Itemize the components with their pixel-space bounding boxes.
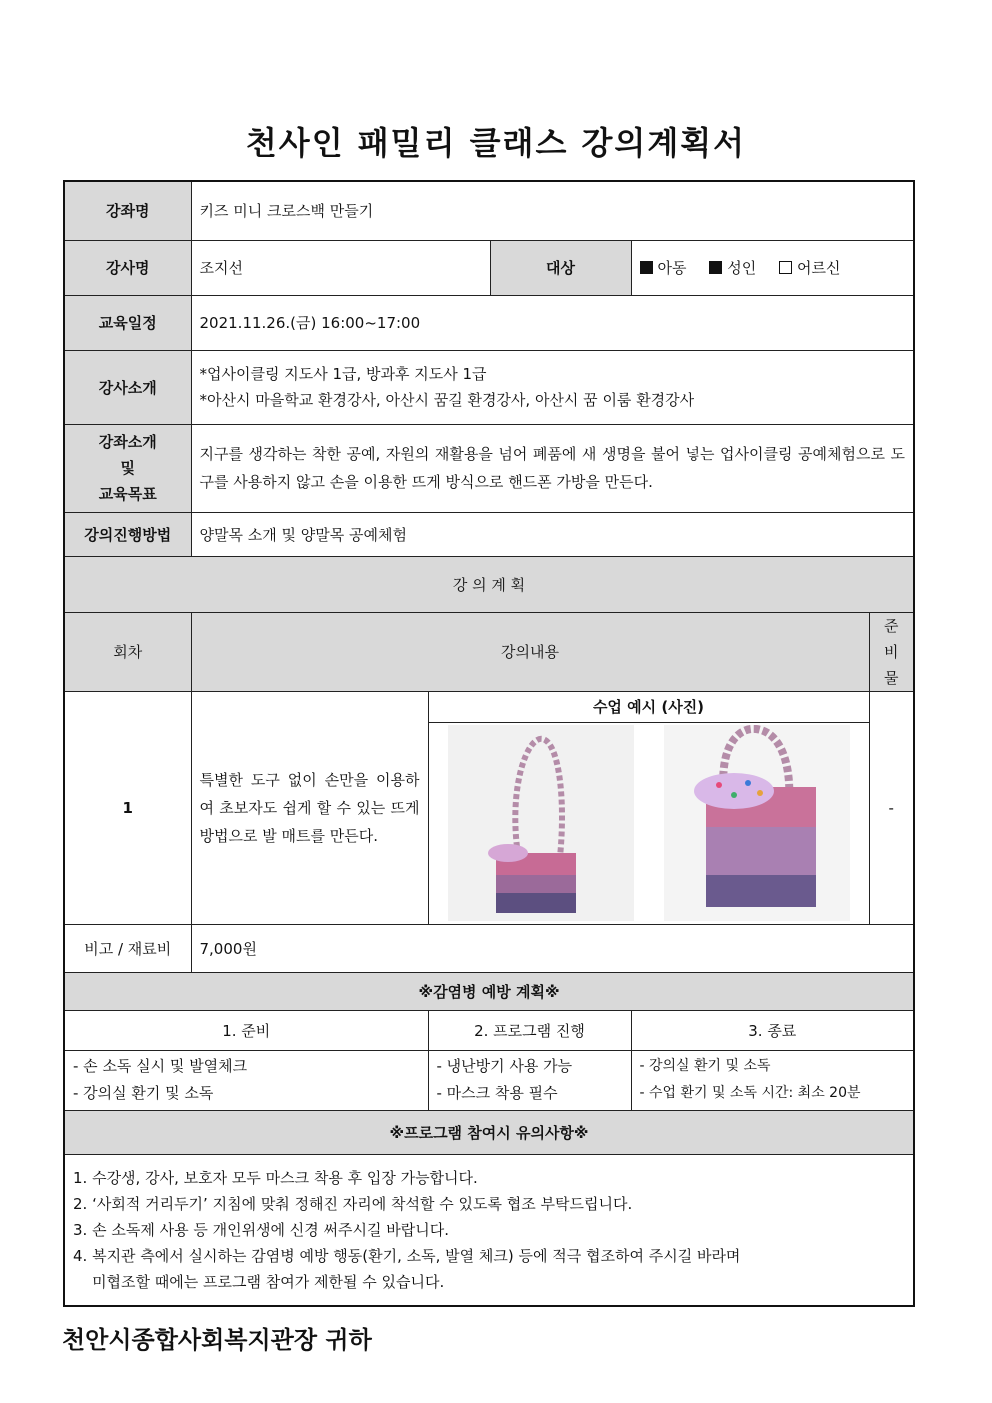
note-item: 4. 복지관 측에서 실시하는 감염병 예방 행동(환기, 소독, 발열 체크) 등에 적극 협조하여 주시길 바라며 (73, 1246, 741, 1265)
prevention-items-row (64, 1050, 914, 1110)
note-item: 1. 수강생, 강사, 보호자 모두 마스크 착용 후 입장 가능합니다. (73, 1168, 478, 1187)
goal-label: 강좌소개 및 교육목표 (64, 424, 191, 512)
target-label: 대상 (490, 240, 631, 295)
course-name-label: 강좌명 (64, 181, 191, 240)
prevention-title-end: 3. 종료 (631, 1010, 914, 1050)
goal-value: 지구를 생각하는 착한 공예, 자원의 재활용을 넘어 폐품에 새 생명을 불어 넣는 업사이클링 공예체험으로 도구를 사용하지 않고 손을 이용한 뜨게 방식으로 핸드폰 가방을 만든다. (191, 424, 914, 512)
checkbox-icon (709, 261, 722, 274)
content-label: 강의내용 (191, 612, 869, 691)
session-row (64, 691, 914, 924)
notes-header-row (64, 1110, 914, 1154)
session-materials: - (869, 691, 914, 924)
prevention-header-row (64, 972, 914, 1010)
session-label: 회차 (64, 612, 191, 691)
target-option-adult: 성인 (709, 259, 756, 277)
intro-label: 강사소개 (64, 350, 191, 424)
instructor-value: 조지선 (191, 240, 490, 295)
document-title: 천사인 패밀리 클래스 강의계획서 (245, 124, 747, 162)
note-item: 2. ‘사회적 거리두기’ 지침에 맞춰 정해진 자리에 착석할 수 있도록 협조 부탁드립니다. (73, 1194, 633, 1213)
prevention-title-prepare: 1. 준비 (64, 1010, 428, 1050)
method-value: 양말목 소개 및 양말목 공예체험 (191, 512, 914, 556)
method-label: 강의진행방법 (64, 512, 191, 556)
lecture-plan-table (63, 180, 915, 1307)
plan-columns-row (64, 612, 914, 691)
crossbag-photo-2 (664, 725, 850, 921)
fee-row (64, 924, 914, 972)
fee-value: 7,000원 (191, 924, 914, 972)
note-item: 미협조할 때에는 프로그램 참여가 제한될 수 있습니다. (73, 1272, 445, 1291)
intro-row (64, 350, 914, 424)
instructor-row (64, 240, 914, 295)
prevention-items-prepare: - 손 소독 실시 및 발열체크 - 강의실 환기 및 소독 (64, 1050, 428, 1110)
notes-list (64, 1154, 914, 1306)
prevention-title-progress: 2. 프로그램 진행 (428, 1010, 631, 1050)
target-option-senior: 어르신 (779, 259, 840, 277)
target-option-child: 아동 (640, 259, 687, 277)
schedule-row (64, 295, 914, 350)
session-description: 특별한 도구 없이 손만을 이용하여 초보자도 쉽게 할 수 있는 뜨게 방법으로 발 매트를 만든다. (191, 691, 428, 924)
checkbox-icon (779, 261, 792, 274)
course-name-row (64, 181, 914, 240)
session-number: 1 (64, 691, 191, 924)
crossbag-photo-1 (448, 725, 634, 921)
plan-header-row (64, 556, 914, 612)
photo-gallery (429, 723, 869, 923)
checkbox-icon (640, 261, 653, 274)
plan-header: 강 의 계 획 (64, 556, 914, 612)
notes-header: ※프로그램 참여시 유의사항※ (64, 1110, 914, 1154)
goal-row (64, 424, 914, 512)
photo-header: 수업 예시 (사진) (429, 692, 869, 723)
materials-label: 준 비 물 (869, 612, 914, 691)
fee-label: 비고 / 재료비 (64, 924, 191, 972)
prevention-items-end: - 강의실 환기 및 소독 - 수업 환기 및 소독 시간: 최소 20분 (631, 1050, 914, 1110)
note-item: 3. 손 소독제 사용 등 개인위생에 신경 써주시길 바랍니다. (73, 1220, 450, 1239)
course-name-value: 키즈 미니 크로스백 만들기 (191, 181, 914, 240)
schedule-label: 교육일정 (64, 295, 191, 350)
instructor-label: 강사명 (64, 240, 191, 295)
prevention-header: ※감염병 예방 계획※ (64, 972, 914, 1010)
target-options (631, 240, 914, 295)
method-row (64, 512, 914, 556)
prevention-titles-row (64, 1010, 914, 1050)
notes-row (64, 1154, 914, 1306)
photo-cell (428, 691, 869, 924)
addressee-footer: 천안시종합사회복지관장 귀하 (62, 1326, 372, 1354)
prevention-items-progress: - 냉난방기 사용 가능 - 마스크 착용 필수 (428, 1050, 631, 1110)
intro-value: *업사이클링 지도사 1급, 방과후 지도사 1급 *아산시 마을학교 환경강사, 아산시 꿈길 환경강사, 아산시 꿈 이룸 환경강사 (191, 350, 914, 424)
schedule-value: 2021.11.26.(금) 16:00~17:00 (191, 295, 914, 350)
